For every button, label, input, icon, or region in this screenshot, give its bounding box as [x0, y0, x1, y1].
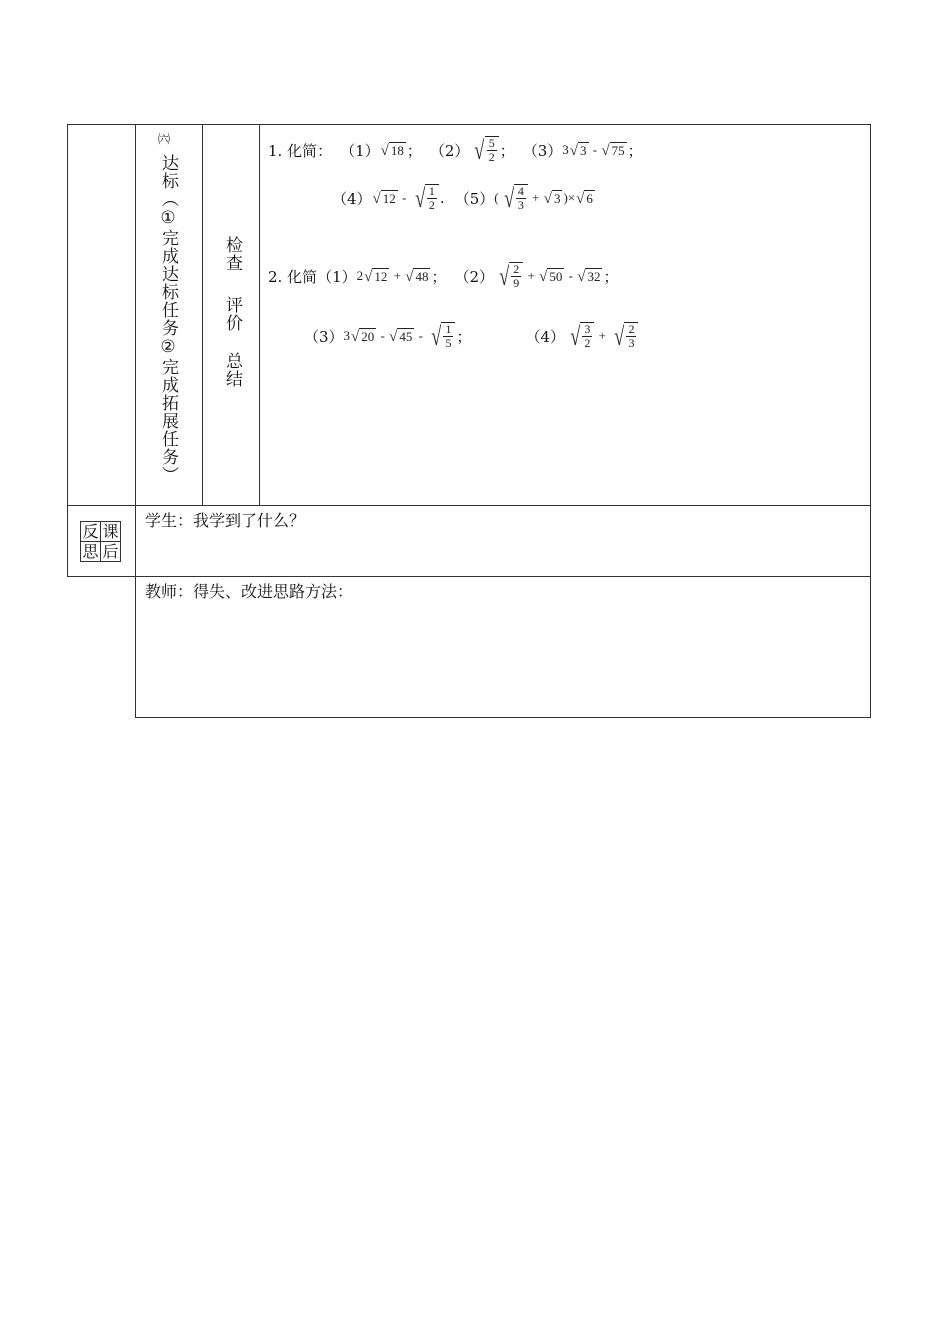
q1-frac-den: 2	[488, 150, 495, 164]
reflection-char: 反	[80, 521, 101, 542]
q2-frac-num: 2	[628, 321, 635, 336]
col-divider	[259, 124, 260, 506]
q2-sep: ；	[456, 327, 472, 346]
reflection-label	[80, 521, 122, 561]
q1-frac-num: 1	[428, 183, 435, 198]
q2-op: -	[377, 328, 389, 343]
q2-part2-label: （2）	[454, 267, 495, 286]
q2-op: -	[415, 328, 427, 343]
stage-title: 达标（①完成达标任务②完成拓展任务）	[158, 154, 178, 484]
q1-frac-den: 2	[428, 198, 435, 212]
q1-part5-label: （5）	[454, 189, 495, 208]
col-divider	[202, 124, 203, 506]
q2-op: -	[565, 268, 577, 283]
q2-frac-num: 3	[584, 321, 591, 336]
col-divider	[135, 505, 136, 577]
q1-paren: (	[494, 190, 499, 205]
q1-frac-num: 4	[517, 183, 524, 198]
q1-part4-label: （4）	[332, 189, 372, 208]
q2-radicand: 45	[399, 328, 413, 344]
q2-coef: 2	[356, 268, 364, 283]
q1-frac-num: 5	[488, 135, 495, 150]
reflection-char: 课	[100, 521, 121, 542]
q1-frac-den: 3	[517, 198, 524, 212]
q2-frac-num: 1	[445, 321, 452, 336]
q2-part3-label: （3）	[304, 327, 344, 346]
q2-frac-num: 2	[513, 261, 520, 276]
q2-sep: ；	[603, 267, 619, 286]
q1-radicand: 3	[580, 142, 587, 158]
method-summarize: 总结	[222, 352, 242, 388]
q1-sep: ；	[406, 141, 422, 160]
q2-op: +	[595, 328, 610, 343]
stage-number: ㈥	[158, 132, 171, 146]
q2-sep: ；	[431, 267, 447, 286]
q1-op: +	[528, 190, 543, 205]
q1-op: -	[398, 190, 410, 205]
q2-part4-label: （4）	[525, 327, 566, 346]
q1-sep: .	[439, 189, 445, 207]
q1-radicand: 3	[553, 190, 561, 206]
teacher-prompt: 教师：得失、改进思路方法：	[145, 582, 354, 601]
q2-radicand: 50	[549, 268, 563, 284]
q1-times: )×	[563, 190, 576, 205]
q1-radicand: 12	[382, 190, 396, 206]
reflection-char: 思	[80, 541, 101, 562]
q1-title: 1. 化简：	[268, 141, 333, 160]
reflection-char: 后	[100, 541, 121, 562]
q2-radicand: 20	[361, 328, 375, 344]
row-divider	[67, 505, 871, 506]
q2-frac-den: 9	[513, 276, 520, 290]
q1-part1-label: （1）	[340, 141, 380, 160]
q2-frac-den: 2	[584, 336, 591, 350]
q2-op: +	[524, 268, 539, 283]
q2-frac-den: 3	[628, 336, 635, 350]
q1-op: -	[589, 142, 601, 157]
q1-part3-label: （3）	[522, 141, 563, 160]
q1-sep: ；	[627, 141, 643, 160]
q2-coef: 3	[343, 328, 351, 343]
q1-radicand: 75	[611, 142, 625, 158]
q2-line-b: （3） 3 √ 20 - √ 45 - √ $\frac{1}{5}$ ； （4） √ $\frac{3}{2}$ + √ $\frac{2}{3}$	[304, 314, 639, 358]
student-prompt: 学生：我学到了什么？	[145, 511, 306, 530]
method-check: 检查	[222, 236, 242, 272]
col-divider	[135, 124, 136, 506]
q2-title: 2. 化简	[268, 267, 318, 286]
q2-radicand: 32	[587, 268, 601, 284]
q1-radicand: 6	[586, 190, 593, 206]
q2-part1-label: （1）	[317, 267, 357, 286]
q2-op: +	[390, 268, 405, 283]
q1-coef: 3	[562, 142, 569, 157]
q2-radicand: 48	[415, 268, 429, 284]
q2-frac-den: 5	[445, 336, 452, 350]
q1-sep: ；	[499, 141, 515, 160]
q1-line-a: 1. 化简： （1） √ 18 ； （2） √ $\frac{5}{2}$ ； （3） 3 √ 3 - √ 75 ；	[268, 135, 643, 166]
q1-radicand: 18	[390, 142, 404, 158]
method-evaluate: 评价	[222, 296, 242, 332]
q2-radicand: 12	[374, 268, 388, 284]
q2-line-a: 2. 化简 （1） 2 √ 12 + √ 48 ； （2） √ $\frac{2}{9}$ + √ 50 - √ 32 ；	[268, 261, 619, 292]
q1-line-b: （4） √ 12 - √ $\frac{1}{2}$ . （5） ( √ $\frac{4}{3}$ + √ 3 )× √ 6	[332, 183, 593, 214]
q1-part2-label: （2）	[429, 141, 470, 160]
